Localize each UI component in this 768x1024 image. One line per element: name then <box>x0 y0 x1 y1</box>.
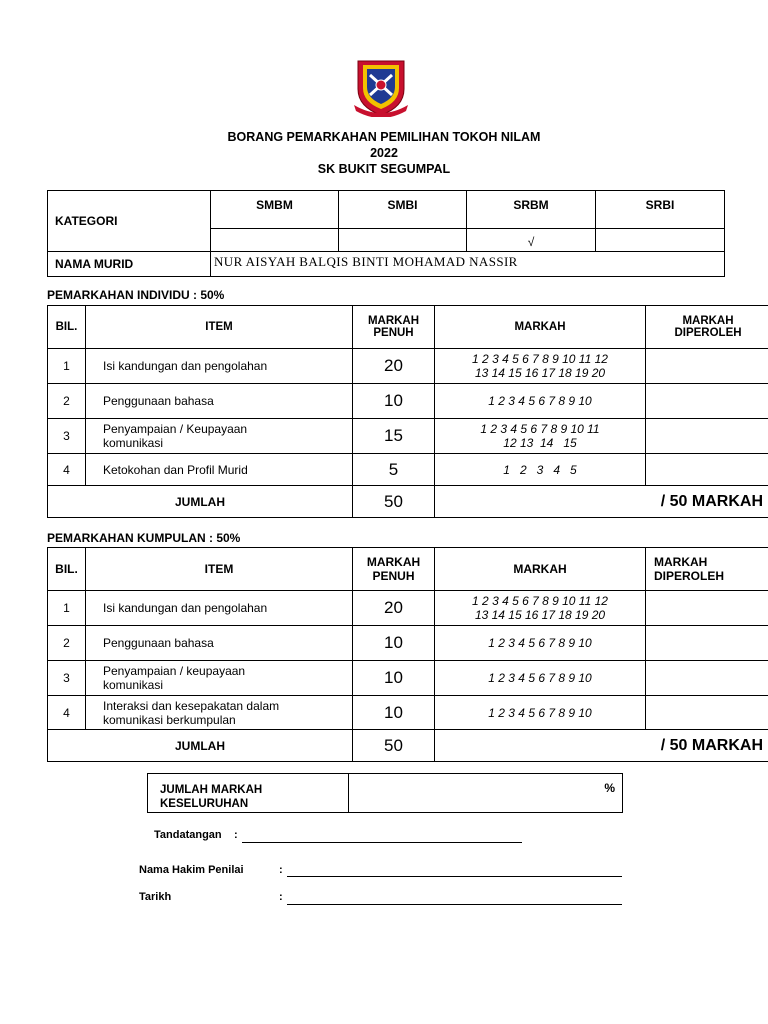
group-score-table <box>47 547 768 762</box>
obtained-cell[interactable] <box>646 419 768 454</box>
judge-name-line[interactable] <box>287 876 622 877</box>
header-marks: MARKAH <box>435 548 646 591</box>
obtained-cell[interactable] <box>646 384 768 419</box>
total-obtained[interactable]: / 50 MARKAH <box>435 730 768 762</box>
individual-score-table <box>47 305 768 518</box>
judge-name-colon: : <box>279 864 283 876</box>
overall-total-value[interactable]: % <box>349 774 623 813</box>
signature-colon: : <box>234 829 238 841</box>
header-obtained: MARKAH DIPEROLEH <box>646 306 768 349</box>
category-check-smbi[interactable] <box>339 229 467 252</box>
table-row: 3 Penyampaian / Keupayaan komunikasi 15 1 2 3 4 5 6 7 8 9 10 11 12 13 14 15 <box>48 419 768 454</box>
total-label: JUMLAH <box>48 730 353 762</box>
overall-total-table <box>147 773 623 813</box>
school-crest-icon <box>350 55 412 117</box>
total-label: JUMLAH <box>48 486 353 518</box>
obtained-cell[interactable] <box>646 454 768 486</box>
header-item: ITEM <box>86 548 353 591</box>
school-name: SK BUKIT SEGUMPAL <box>317 162 451 176</box>
category-check-srbm[interactable]: √ <box>467 229 596 252</box>
student-name-value[interactable]: NUR AISYAH BALQIS BINTI MOHAMAD NASSIR <box>211 252 725 277</box>
total-full-marks: 50 <box>353 730 435 762</box>
table-row: 1 Isi kandungan dan pengolahan 20 1 2 3 4 5 6 7 8 9 10 11 12 13 14 15 16 17 18 19 20 <box>48 591 768 626</box>
header-obtained: MARKAH DIPEROLEH <box>646 548 768 591</box>
obtained-cell[interactable] <box>646 626 768 661</box>
table-row: 3 Penyampaian / keupayaan komunikasi 10 1 2 3 4 5 6 7 8 9 10 <box>48 661 768 696</box>
header-marks: MARKAH <box>435 306 646 349</box>
judge-name-label: Nama Hakim Penilai <box>139 864 244 876</box>
total-obtained[interactable]: / 50 MARKAH <box>435 486 768 518</box>
table-row: 1 Isi kandungan dan pengolahan 20 1 2 3 4 5 6 7 8 9 10 11 12 13 14 15 16 17 18 19 20 <box>48 349 768 384</box>
category-option-srbi: SRBI <box>596 191 725 229</box>
table-row: 4 Ketokohan dan Profil Murid 5 1 2 3 4 5 <box>48 454 768 486</box>
date-colon: : <box>279 891 283 903</box>
total-full-marks: 50 <box>353 486 435 518</box>
obtained-cell[interactable] <box>646 591 768 626</box>
form-title: BORANG PEMARKAHAN PEMILIHAN TOKOH NILAM <box>227 130 541 144</box>
total-row <box>48 730 768 762</box>
category-option-smbm: SMBM <box>211 191 339 229</box>
group-section-title: PEMARKAHAN KUMPULAN : 50% <box>47 531 241 545</box>
category-check-srbi[interactable] <box>596 229 725 252</box>
category-table <box>47 190 725 277</box>
signature-label: Tandatangan <box>154 829 222 841</box>
header-item: ITEM <box>86 306 353 349</box>
category-check-smbm[interactable] <box>211 229 339 252</box>
signature-line[interactable] <box>242 842 522 843</box>
total-row <box>48 486 768 518</box>
table-row: 4 Interaksi dan kesepakatan dalam komunikasi berkumpulan 10 1 2 3 4 5 6 7 8 9 10 <box>48 696 768 730</box>
form-year: 2022 <box>370 146 398 160</box>
obtained-cell[interactable] <box>646 349 768 384</box>
table-row: 2 Penggunaan bahasa 10 1 2 3 4 5 6 7 8 9 10 <box>48 626 768 661</box>
category-option-smbi: SMBI <box>339 191 467 229</box>
header-full-marks: MARKAH PENUH <box>353 306 435 349</box>
table-row: 2 Penggunaan bahasa 10 1 2 3 4 5 6 7 8 9 10 <box>48 384 768 419</box>
header-bil: BIL. <box>48 548 86 591</box>
individual-section-title: PEMARKAHAN INDIVIDU : 50% <box>47 288 225 302</box>
student-name-label: NAMA MURID <box>48 252 211 277</box>
overall-total-label: JUMLAH MARKAH KESELURUHAN <box>148 774 349 813</box>
obtained-cell[interactable] <box>646 661 768 696</box>
category-option-srbm: SRBM <box>467 191 596 229</box>
category-label: KATEGORI <box>48 191 211 252</box>
header-bil: BIL. <box>48 306 86 349</box>
date-label: Tarikh <box>139 891 172 903</box>
obtained-cell[interactable] <box>646 696 768 730</box>
header-full-marks: MARKAH PENUH <box>353 548 435 591</box>
date-line[interactable] <box>287 904 622 905</box>
